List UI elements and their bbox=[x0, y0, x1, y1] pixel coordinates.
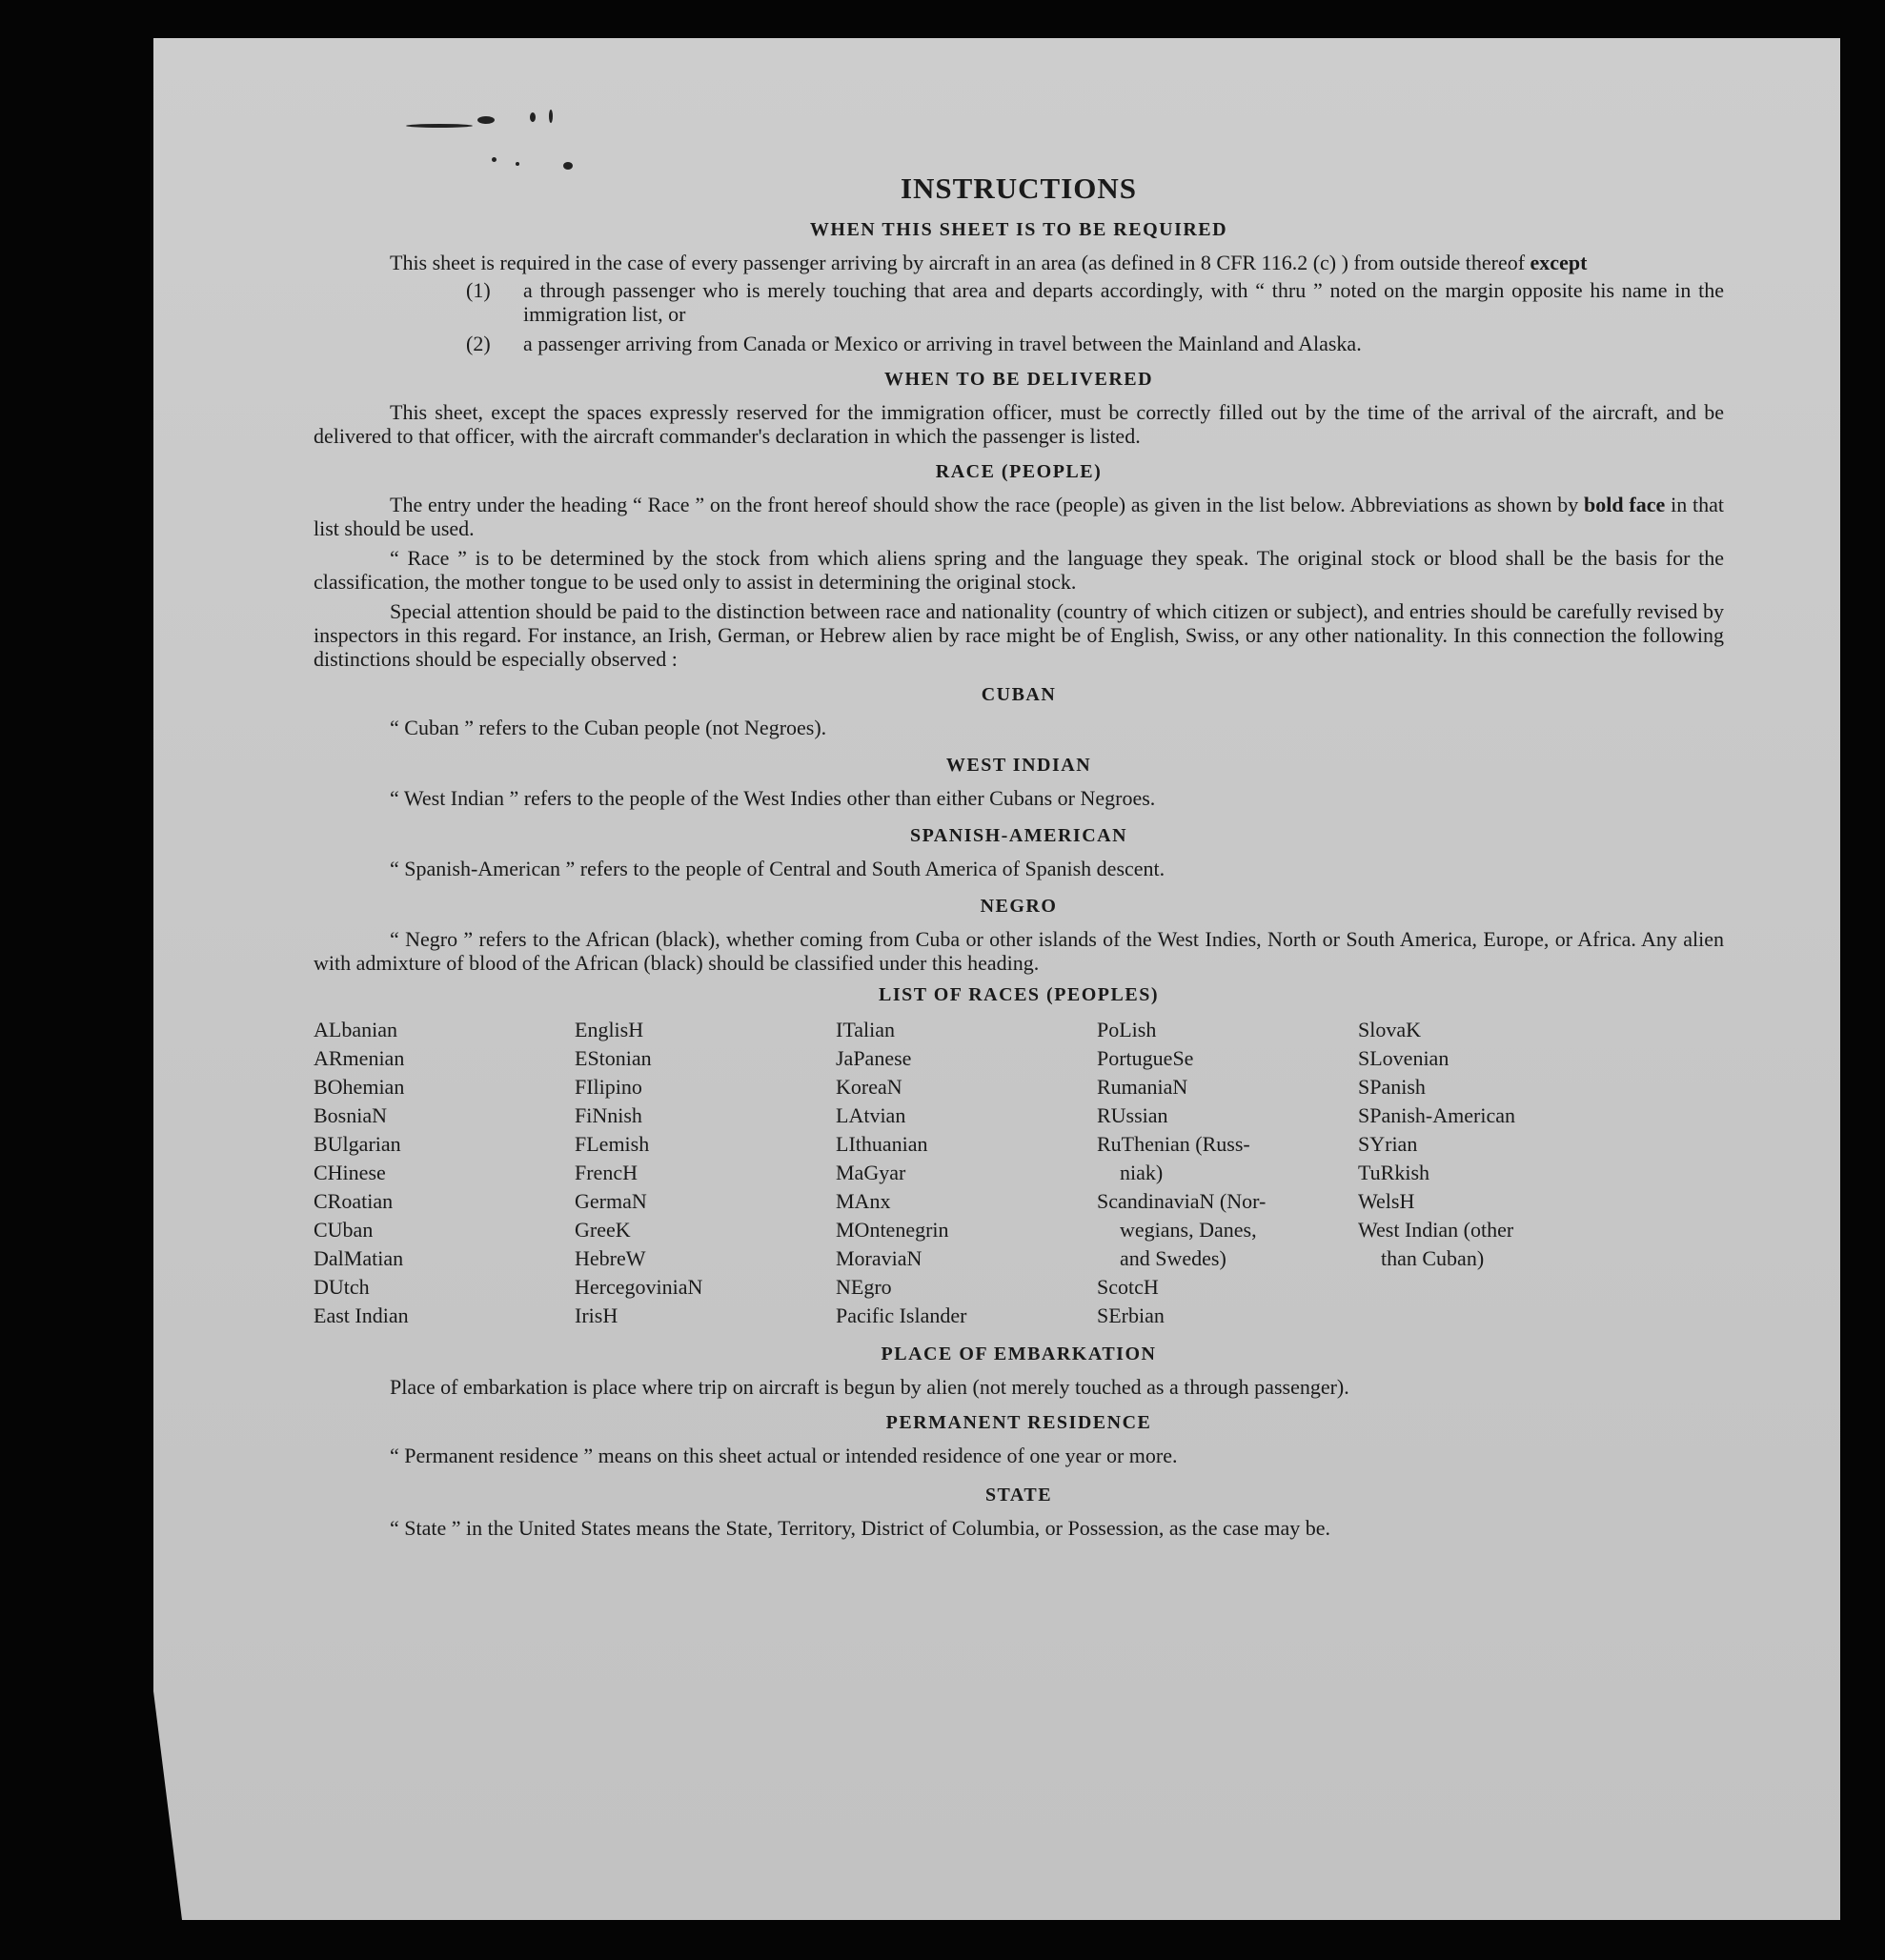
race-entry: SlovaK bbox=[1358, 1018, 1421, 1041]
race-entry: ITalian bbox=[836, 1018, 895, 1041]
race-entry: wegians, Danes, bbox=[1120, 1218, 1257, 1242]
race-paragraph-2: “ Race ” is to be determined by the stock from which aliens spring and the language they speak. The original stock or blood shall be the basis for the classification, the mother tongue to be used only to assist in determining the original stock. bbox=[314, 546, 1724, 594]
race-entry: JaPanese bbox=[836, 1046, 912, 1070]
race-entry: BOhemian bbox=[314, 1075, 405, 1099]
race-entry: FrencH bbox=[575, 1161, 638, 1184]
handwritten-marks bbox=[406, 95, 692, 181]
race-entry: PoLish bbox=[1097, 1018, 1157, 1041]
races-table bbox=[314, 1016, 1724, 1330]
race-entry: RUssian bbox=[1097, 1103, 1168, 1127]
race-entry: DalMatian bbox=[314, 1246, 404, 1270]
race-entry: HebreW bbox=[575, 1246, 646, 1270]
heading-when-delivered: WHEN TO BE DELIVERED bbox=[883, 369, 1154, 390]
race-entry: LAtvian bbox=[836, 1103, 906, 1127]
race-entry: MaGyar bbox=[836, 1161, 906, 1184]
heading-west-indian: WEST INDIAN bbox=[945, 755, 1092, 776]
race-entry: SYrian bbox=[1358, 1132, 1418, 1156]
race-entry: ScandinaviaN (Nor- bbox=[1097, 1189, 1267, 1213]
race-entry: MOntenegrin bbox=[836, 1218, 949, 1242]
race-entry: BUlgarian bbox=[314, 1132, 401, 1156]
state-text: “ State ” in the United States means the State, Territory, District of Columbia, or Possession, as the case may be. bbox=[390, 1516, 1331, 1540]
heading-place-of-embarkation: PLACE OF EMBARKATION bbox=[881, 1344, 1157, 1364]
race-entry: BosniaN bbox=[314, 1103, 387, 1127]
race-entry: SPanish bbox=[1358, 1075, 1426, 1099]
heading-list-of-races: LIST OF RACES (PEOPLES) bbox=[878, 984, 1159, 1005]
west-indian-text: “ West Indian ” refers to the people of the West Indies other than either Cubans or Negroes. bbox=[390, 786, 1156, 810]
race-entry: East Indian bbox=[314, 1303, 409, 1327]
heading-cuban: CUBAN bbox=[981, 684, 1057, 705]
list-item: (1) a through passenger who is merely touching that area and departs accordingly, with “ thru ” noted on the margin opposite his name in the immigration list, or bbox=[466, 278, 1724, 326]
races-column bbox=[314, 1016, 575, 1330]
spanish-american-text: “ Spanish-American ” refers to the people of Central and South America of Spanish descent. bbox=[390, 857, 1165, 880]
place-of-embarkation-text: Place of embarkation is place where trip on aircraft is begun by alien (not merely touched as a through passenger). bbox=[390, 1375, 1349, 1399]
race-entry: and Swedes) bbox=[1120, 1246, 1226, 1270]
race-entry: ALbanian bbox=[314, 1018, 397, 1041]
race-entry: CRoatian bbox=[314, 1189, 394, 1213]
race-entry: HercegoviniaN bbox=[575, 1275, 703, 1299]
race-entry: FIlipino bbox=[575, 1075, 642, 1099]
cuban-text: “ Cuban ” refers to the Cuban people (not Negroes). bbox=[390, 716, 827, 739]
races-column bbox=[575, 1016, 836, 1330]
race-entry: West Indian (other bbox=[1358, 1218, 1514, 1242]
race-entry: WelsH bbox=[1358, 1189, 1415, 1213]
races-column bbox=[836, 1016, 1097, 1330]
race-entry: PortugueSe bbox=[1097, 1046, 1194, 1070]
race-entry: MoraviaN bbox=[836, 1246, 922, 1270]
when-delivered-text: This sheet, except the spaces expressly reserved for the immigration officer, must be correctly filled out by the time of the arrival of the aircraft, and be delivered to that officer, with the aircraft commander's declaration in which the passenger is listed. bbox=[314, 400, 1724, 448]
negro-text: “ Negro ” refers to the African (black), whether coming from Cuba or other islands of the West Indies, North or South America, Europe, or Africa. Any alien with admixture of blood of the African (black) should be classified under this heading. bbox=[314, 927, 1724, 975]
race-entry: LIthuanian bbox=[836, 1132, 928, 1156]
exception-list bbox=[314, 278, 1724, 355]
race-entry: FLemish bbox=[575, 1132, 650, 1156]
race-entry: than Cuban) bbox=[1381, 1246, 1485, 1270]
race-entry: DUtch bbox=[314, 1275, 370, 1299]
race-entry: IrisH bbox=[575, 1303, 618, 1327]
race-paragraph-3: Special attention should be paid to the distinction between race and nationality (country of which citizen or subject), and entries should be carefully revised by inspectors in this regard. For instance, an Irish, German, or Hebrew alien by race might be of English, Swiss, or any other nationality. In this connection the following distinctions should be especially observed : bbox=[314, 599, 1724, 671]
when-required-intro: This sheet is required in the case of every passenger arriving by aircraft in an area (as defined in 8 CFR 116.2 (c) ) from outside thereof except bbox=[390, 251, 1588, 274]
heading-negro: NEGRO bbox=[980, 896, 1058, 917]
race-entry: niak) bbox=[1120, 1161, 1164, 1184]
race-entry: SErbian bbox=[1097, 1303, 1165, 1327]
race-entry: GermaN bbox=[575, 1189, 647, 1213]
race-entry: RuThenian (Russ- bbox=[1097, 1132, 1250, 1156]
race-entry: ScotcH bbox=[1097, 1275, 1159, 1299]
race-entry: TuRkish bbox=[1358, 1161, 1430, 1184]
page-title: INSTRUCTIONS bbox=[900, 172, 1137, 205]
heading-when-required: WHEN THIS SHEET IS TO BE REQUIRED bbox=[809, 219, 1228, 240]
race-entry: RumaniaN bbox=[1097, 1075, 1188, 1099]
race-entry: SLovenian bbox=[1358, 1046, 1449, 1070]
race-entry: NEgro bbox=[836, 1275, 892, 1299]
race-entry: ARmenian bbox=[314, 1046, 405, 1070]
heading-spanish-american: SPANISH-AMERICAN bbox=[909, 825, 1128, 846]
race-entry: CHinese bbox=[314, 1161, 386, 1184]
race-entry: EnglisH bbox=[575, 1018, 644, 1041]
race-entry: EStonian bbox=[575, 1046, 652, 1070]
race-entry: KoreaN bbox=[836, 1075, 902, 1099]
races-column bbox=[1097, 1016, 1358, 1330]
race-entry: GreeK bbox=[575, 1218, 631, 1242]
instructions-content bbox=[314, 172, 1724, 1540]
heading-race: RACE (PEOPLE) bbox=[935, 461, 1103, 482]
race-paragraph-1: The entry under the heading “ Race ” on the front hereof should show the race (people) as given in the list below. Abbreviations as shown by bold face in that list should be used. bbox=[314, 493, 1724, 540]
races-column bbox=[1358, 1016, 1619, 1330]
document-sheet bbox=[153, 38, 1840, 1920]
race-entry: CUban bbox=[314, 1218, 374, 1242]
race-entry: MAnx bbox=[836, 1189, 891, 1213]
list-item: (2) a passenger arriving from Canada or Mexico or arriving in travel between the Mainland and Alaska. bbox=[466, 332, 1362, 355]
race-entry: Pacific Islander bbox=[836, 1303, 967, 1327]
heading-permanent-residence: PERMANENT RESIDENCE bbox=[885, 1412, 1152, 1433]
race-entry: FiNnish bbox=[575, 1103, 642, 1127]
heading-state: STATE bbox=[984, 1485, 1053, 1505]
permanent-residence-text: “ Permanent residence ” means on this sheet actual or intended residence of one year or more. bbox=[390, 1444, 1178, 1467]
race-entry: SPanish-American bbox=[1358, 1103, 1515, 1127]
